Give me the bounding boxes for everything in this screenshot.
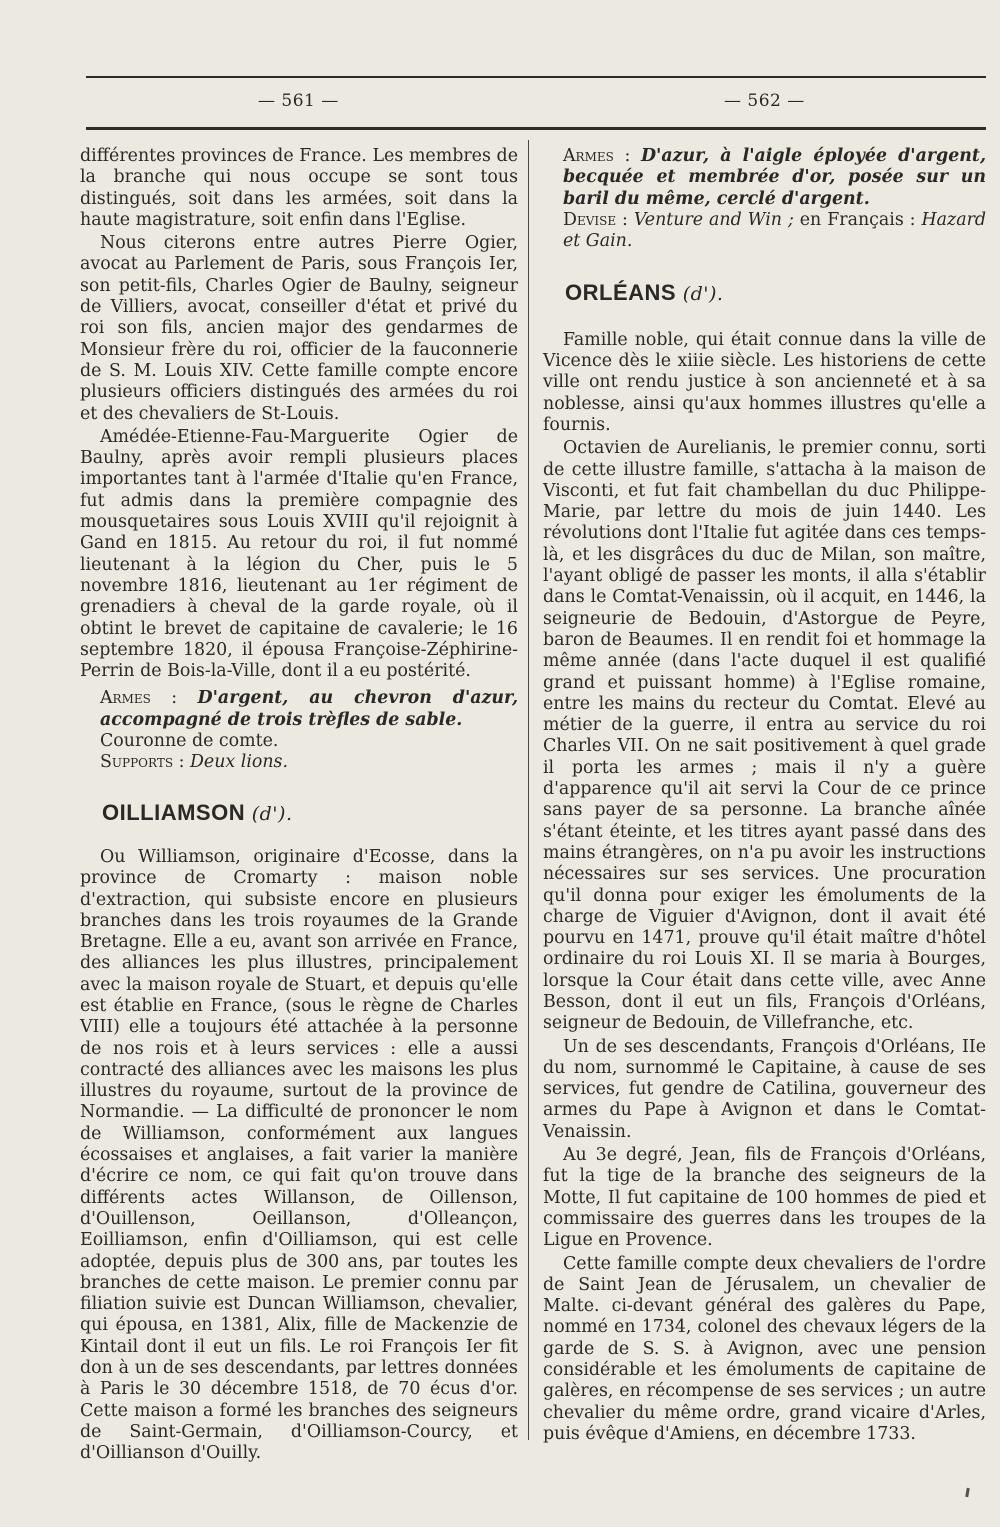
column-divider [528,140,529,1440]
armes-block [543,146,986,252]
paragraph: Au 3e degré, Jean, fils de François d'Orléans, fut la tige de la branche des seigneurs de la Motte, Il fut capitaine de 100 hommes de pied et commissaire des guerres dans les troupes de la Ligue en Provence. [543,1145,986,1251]
devise-text: Venture and Win ; [633,209,794,230]
supports-text: Deux lions. [189,752,289,773]
armes-line [100,688,518,731]
armes-text: D'argent, au chevron d'azur, accompagné de trois trèfles de sable. [100,688,519,730]
paragraph: Nous citerons entre autres Pierre Ogier, avocat au Parlement de Paris, sous François Ier, son petit-fils, Charles Ogier de Baulny, seigneur de Villiers, avocat, conseiller d'état et privé du roi son fils, ancien major des gendarmes de Monsieur frère du roi, officier de la fauconnerie de S. M. Louis XIV. Cette famille compte encore plusieurs officiers distingués des armées du roi et des chevaliers de St-Louis. [80,233,518,424]
armes-block [80,688,518,773]
armes-label: Armes : [100,688,178,709]
devise-fr-text: Hazard et Gain. [563,209,987,252]
title-suffix: (d'). [682,283,724,306]
top-rule [86,76,986,78]
section-title-orleans [565,282,986,305]
paragraph: Ou Williamson, originaire d'Ecosse, dans la province de Cromarty : maison noble d'extraction, qui subsiste encore en plusieurs branches dans les trois royaumes de la Grande Bretagne. Elle a eu, avant son arrivée en France, des alliances les plus illustres, principalement avec la maison royale de Stuart, et depuis qu'elle est établie en France, (sous le règne de Charles VIII) elle a toujours été attachée à la personne de nos rois et à leurs services : elle a aussi contracté des alliances avec les maisons les plus illustres du royaume, surtout de la province de Normandie. — La difficulté de prononcer le nom de Williamson, conformément aux langues écossaises et anglaises, a fait varier la manière d'écrire ce nom, ce qui fait qu'on trouve dans différents actes Willanson, de Oillenson, d'Ouillenson, Oeillanson, d'Olleançon, Eoilliamson, enfin d'Oilliamson, qui est celle adoptée, depuis plus de 300 ans, par toutes les branches de cette maison. Le premier connu par filiation suivie est Duncan Williamson, chevalier, qui épousa, en 1381, Alix, fille de Mackenzie de Kintail dont il eut un fils. Le roi François Ier fit don à un de ses descendants, par lettres données à Paris le 30 décembre 1518, de 70 écus d'or. Cette maison a formé les branches des seigneurs de Saint-Germain, d'Oilliamson-Courcy, et d'Oillianson d'Ouilly. [80,846,518,1464]
left-column [80,146,518,1467]
print-mark [965,1488,970,1497]
paragraph: Famille noble, qui était connue dans la ville de Vicence dès le xiiie siècle. Les historiens de cette ville ont rendu justice à son ancienneté et à sa noblesse, ainsi qu'aux hommes illustres qu'elle a fournis. [543,329,986,435]
supports-line [100,752,518,773]
devise-fr-label: en Français : [799,209,916,230]
armes-line [563,146,986,210]
title-suffix: (d'). [251,802,293,825]
paragraph: Amédée-Etienne-Fau-Marguerite Ogier de Baulny, après avoir rempli plusieurs places importantes tant à l'armée d'Italie qu'en France, fut admis dans la première compagnie des mousquetaires sous Louis XVIII qu'il rejoignit à Gand en 1815. Au retour du roi, il fut nommé lieutenant à la légion du Cher, puis le 5 novembre 1816, lieutenant au 1er régiment de grenadiers à cheval de la garde royale, où il obtint le brevet de capitaine de cavalerie; le 16 septembre 1820, il épousa Françoise-Zéphirine-Perrin de Bois-la-Ville, dont il a eu postérité. [80,426,518,682]
page-number-right: — 562 — [724,91,805,111]
devise-label: Devise : [563,209,628,230]
devise-line [563,210,986,253]
right-column [543,146,986,1447]
paragraph: Cette famille compte deux chevaliers de l'ordre de Saint Jean de Jérusalem, un chevalier de Malte. ci-devant général des galères du Pape, nommé en 1734, colonel des chevaux légers de la garde de S. S. à Avignon, avec une pension considérable et les émoluments de capitaine de galères, en récompense de ses services ; un autre chevalier du même ordre, grand vicaire d'Arles, puis évêque d'Amiens, en décembre 1733. [543,1253,986,1444]
section-title-oilliamson [102,799,518,825]
title-text: ORLÉANS [565,280,677,306]
paragraph: Un de ses descendants, François d'Orléans, IIe du nom, surnommé le Capitaine, à cause de ses services, fut gendre de Catilina, gouverneur des armes du Pape à Avignon et dans le Comtat-Venaissin. [543,1036,986,1142]
armes-text: D'azur, à l'aigle éployée d'argent, becquée et membrée d'or, posée sur un baril du même, cerclé d'argent. [563,146,987,209]
paragraph: Octavien de Aurelianis, le premier connu, sorti de cette illustre famille, s'attacha à la maison de Visconti, et fut fait chambellan du duc Philippe-Marie, par lettre du mois de juin 1440. Les révolutions dont l'Italie fut agitée dans ces temps-là, et les disgrâces du duc de Milan, son maître, l'ayant obligé de passer les monts, il alla s'établir dans le Comtat-Venaissin, où il acquit, en 1446, la seigneurie de Bedouin, d'Astorgue de Peyre, baron de Beaumes. Il en rendit foi et hommage la même année (dans l'acte duquel il est qualifié grand et puissant homme) à l'Eglise romaine, entre les mains du recteur du Comtat. Elevé au métier de la guerre, il entra au service du roi Charles VII. On ne sait positivement à quel grade il porta les armes ; mais il n'y a guère d'apparence qu'il ait servi la Cour de ce prince sans payer de sa personne. La branche aînée s'étant éteinte, et les titres ayant passé dans des mains étrangères, on n'a pu avoir les instructions nécessaires sur ses services. Une procuration qu'il donna pour exiger les émoluments de la charge de Viguier d'Avignon, dont il avait été pourvu en 1471, prouve qu'il était maître d'hôtel ordinaire du roi Louis XI. Il se maria à Bourges, lorsque la Cour était dans cette ville, avec Anne Besson, dont il eut un fils, François d'Orléans, seigneur de Bedouin, de Villefranche, etc. [543,438,986,1034]
paragraph: différentes provinces de France. Les membres de la branche qui nous occupe se sont tous distingués, soit dans les armées, soit dans la haute magistrature, soit enfin dans l'Eglise. [80,146,518,230]
armes-label: Armes : [563,146,631,166]
page-number-left: — 561 — [258,91,339,111]
supports-label: Supports : [100,752,185,773]
couronne-line: Couronne de comte. [100,731,279,752]
header-rule [86,127,986,130]
title-text: OILLIAMSON [102,799,246,825]
